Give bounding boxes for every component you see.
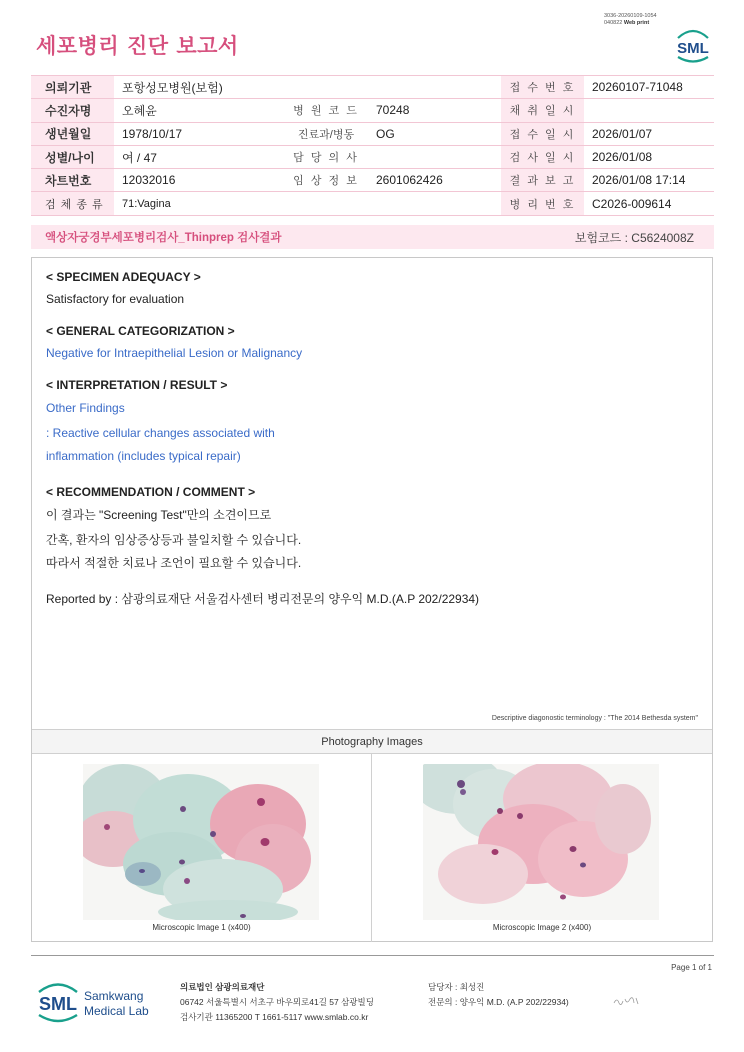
interpretation-heading: < INTERPRETATION / RESULT > bbox=[46, 378, 228, 392]
signature bbox=[612, 995, 642, 1007]
label-department: 진료과/병동 bbox=[284, 122, 368, 145]
microscopic-image-2[interactable] bbox=[423, 764, 659, 920]
label-receipt-number: 접 수 번 호 bbox=[501, 76, 584, 99]
value-pathology-number: C2026-009614 bbox=[584, 192, 714, 215]
value-result-report: 2026/01/08 17:14 bbox=[584, 169, 714, 192]
label-clinical-info: 임 상 정 보 bbox=[284, 169, 368, 192]
value-receipt-number: 20260107-71048 bbox=[584, 76, 714, 99]
value-chart-number: 12032016 bbox=[114, 169, 284, 192]
label-physician: 담 당 의 사 bbox=[284, 145, 368, 168]
recommendation-heading: < RECOMMENDATION / COMMENT > bbox=[46, 485, 256, 500]
test-header-bar bbox=[31, 225, 714, 249]
value-collection-date bbox=[584, 99, 714, 122]
value-sex-age: 여 / 47 bbox=[114, 145, 284, 168]
label-hospital-code: 병 원 코 드 bbox=[284, 99, 368, 122]
patient-info-table bbox=[31, 75, 714, 216]
svg-text:Medical Lab: Medical Lab bbox=[84, 1004, 149, 1018]
info-row bbox=[31, 145, 714, 168]
value-specimen-type: 71:Vagina bbox=[114, 192, 501, 215]
page-title: 세포병리 진단 보고서 bbox=[36, 34, 239, 58]
svg-text:SML: SML bbox=[677, 40, 709, 57]
value-birth-date: 1978/10/17 bbox=[114, 122, 284, 145]
label-collection-date: 채 취 일 시 bbox=[501, 99, 584, 122]
photography-header: Photography Images bbox=[32, 729, 712, 754]
interpretation-line: : Reactive cellular changes associated with bbox=[46, 426, 275, 440]
interpretation-line: Other Findings bbox=[46, 401, 125, 415]
value-clinical-info: 2601062426 bbox=[368, 169, 501, 192]
photo-cell-2 bbox=[372, 754, 712, 942]
label-requesting-institution: 의뢰기관 bbox=[31, 76, 114, 99]
label-pathology-number: 병 리 번 호 bbox=[501, 192, 584, 215]
value-test-date: 2026/01/08 bbox=[584, 145, 714, 168]
footer-staff bbox=[428, 980, 569, 1010]
value-receipt-date: 2026/01/07 bbox=[584, 122, 714, 145]
label-receipt-date: 접 수 일 시 bbox=[501, 122, 584, 145]
info-row bbox=[31, 122, 714, 145]
label-test-date: 검 사 일 시 bbox=[501, 145, 584, 168]
sml-logo bbox=[672, 26, 714, 64]
org-contact: 검사기관 11365200 T 1661-5117 www.smlab.co.kr bbox=[180, 1012, 369, 1022]
page-number: Page 1 of 1 bbox=[671, 963, 712, 972]
photo-cell-1 bbox=[32, 754, 372, 942]
label-specimen-type: 검 체 종 류 bbox=[31, 192, 114, 215]
info-row bbox=[31, 99, 714, 122]
recommendation-line: 간혹, 환자의 임상증상등과 불일치할 수 있습니다. bbox=[46, 533, 302, 548]
svg-text:SML: SML bbox=[39, 994, 77, 1014]
footer-divider bbox=[31, 955, 714, 956]
footer-organization bbox=[180, 980, 374, 1025]
staff-in-charge: 담당자 : 최성진 bbox=[428, 982, 485, 992]
label-sex-age: 성별/나이 bbox=[31, 145, 114, 168]
value-physician bbox=[368, 145, 501, 168]
image-2-caption: Microscopic Image 2 (x400) bbox=[492, 923, 592, 932]
info-row bbox=[31, 76, 714, 99]
info-row bbox=[31, 169, 714, 192]
specimen-adequacy-heading: < SPECIMEN ADEQUACY > bbox=[46, 270, 201, 284]
interpretation-line: inflammation (includes typical repair) bbox=[46, 448, 241, 463]
samkwang-logo bbox=[36, 980, 156, 1026]
staff-pathologist: 전문의 : 양우익 M.D. (A.P 202/22934) bbox=[428, 997, 569, 1007]
result-content bbox=[32, 258, 712, 730]
org-address: 06742 서울특별시 서초구 바우뫼로41길 57 삼광빌딩 bbox=[180, 997, 374, 1007]
result-panel bbox=[31, 257, 713, 942]
value-hospital-code: 70248 bbox=[368, 99, 501, 122]
terminology-note: Descriptive diagonostic terminology : "The 2014 Bethesda system" bbox=[491, 715, 698, 722]
value-department: OG bbox=[368, 122, 501, 145]
svg-text:Samkwang: Samkwang bbox=[84, 989, 144, 1003]
org-name: 의료법인 삼광의료재단 bbox=[180, 982, 265, 992]
reported-by: Reported by : 삼광의료재단 서울검사센터 병리전문의 양우익 M.D.(A.P 202/22934) bbox=[46, 592, 480, 607]
document-code: 3036-20260109-1054 040822 Web print bbox=[604, 13, 657, 26]
label-chart-number: 차트번호 bbox=[31, 169, 114, 192]
recommendation-line: 이 결과는 "Screening Test"만의 소견이므로 bbox=[46, 508, 272, 523]
specimen-adequacy-text: Satisfactory for evaluation bbox=[46, 292, 185, 306]
value-patient-name: 오혜윤 bbox=[114, 99, 284, 122]
general-categorization-text: Negative for Intraepithelial Lesion or Malignancy bbox=[46, 346, 303, 360]
microscopic-image-1[interactable] bbox=[83, 764, 319, 920]
value-requesting-institution: 포항성모병원(보험) bbox=[114, 76, 501, 99]
insurance-code: 보험코드 : C5624008Z bbox=[574, 230, 694, 245]
label-birth-date: 생년월일 bbox=[31, 122, 114, 145]
label-patient-name: 수진자명 bbox=[31, 99, 114, 122]
image-1-caption: Microscopic Image 1 (x400) bbox=[152, 923, 251, 932]
test-name: 액상자궁경부세포병리검사_Thinprep 검사결과 bbox=[45, 232, 282, 244]
label-result-report: 결 과 보 고 bbox=[501, 169, 584, 192]
recommendation-line: 따라서 적절한 치료나 조언이 필요할 수 있습니다. bbox=[46, 555, 302, 570]
general-categorization-heading: < GENERAL CATEGORIZATION > bbox=[46, 324, 235, 338]
info-row bbox=[31, 192, 714, 215]
